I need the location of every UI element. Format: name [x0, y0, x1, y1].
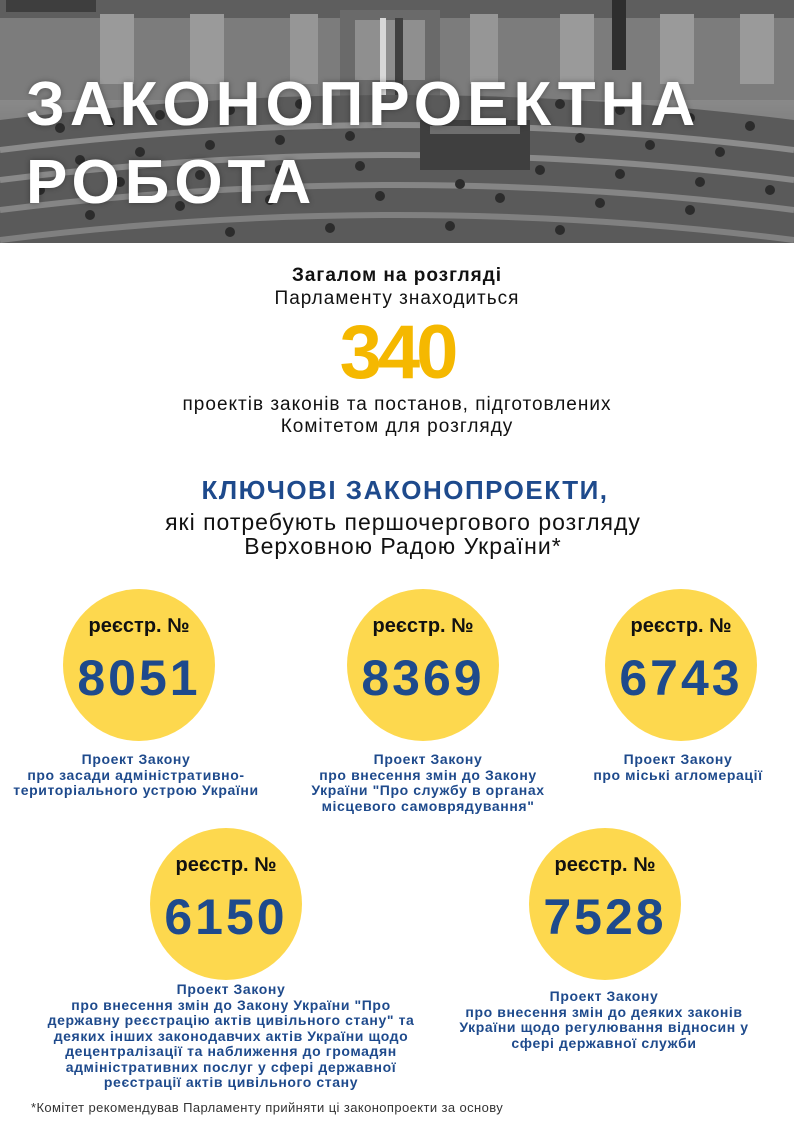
desc-line: реєстрації актів цивільного стану: [103, 1074, 359, 1090]
bill-description-6150: [24, 982, 438, 1091]
bill-badge-6743: [605, 589, 757, 741]
desc-line: деяких інших законодавчих актів України щодо: [53, 1027, 409, 1044]
key-bills-subtitle-2: Верховною Радою України*: [244, 533, 562, 559]
desc-line: Проект Закону: [549, 988, 659, 1004]
desc-line: Проект Закону: [373, 751, 483, 767]
intro-line-3: проектів законів та постанов, підготовлених: [182, 394, 612, 415]
desc-line: про внесення змін до Закону: [319, 766, 537, 783]
desc-line: України "Про службу в органах: [311, 782, 545, 798]
desc-line: Проект Закону: [623, 751, 733, 767]
bill-number: 8051: [77, 650, 201, 706]
intro-line-1: Загалом на розгляді: [291, 265, 503, 286]
desc-line: місцевого самоврядування": [321, 797, 535, 814]
bill-description-7528: [440, 989, 768, 1051]
bill-description-8369: [290, 752, 566, 814]
desc-line: про внесення змін до деяких законів: [465, 1003, 743, 1020]
desc-line: про міські агломерації: [593, 766, 763, 783]
desc-line: сфері державної служби: [511, 1034, 697, 1051]
bills-count: 340: [339, 310, 455, 395]
desc-line: України щодо регулювання відносин у: [459, 1019, 749, 1035]
intro-line-2: Парламенту знаходиться: [274, 288, 520, 309]
hero-banner: [0, 0, 794, 243]
bill-number: 8369: [361, 650, 485, 706]
key-bills-heading: КЛЮЧОВІ ЗАКОНОПРОЕКТИ,: [201, 475, 609, 505]
bill-badge-8051: [63, 589, 215, 741]
bill-badge-6150: [150, 828, 302, 980]
desc-line: децентралізації та наближення до громадян: [65, 1043, 397, 1059]
bill-description-6743: [580, 752, 776, 783]
reg-label: реєстр. №: [554, 854, 656, 876]
bill-number: 6743: [619, 650, 743, 706]
bill-number: 7528: [543, 889, 667, 945]
title-line-2: РОБОТА: [26, 148, 317, 217]
reg-label: реєстр. №: [175, 854, 277, 876]
bill-number: 6150: [164, 889, 288, 945]
key-bills-subtitle-1: які потребують першочергового розгляду: [165, 509, 641, 535]
desc-line: про внесення змін до Закону України "Про: [71, 996, 391, 1013]
bill-badge-8369: [347, 589, 499, 741]
desc-line: Проект Закону: [81, 751, 191, 767]
intro-line-4: Комітетом для розгляду: [280, 416, 514, 437]
desc-line: державну реєстрацію актів цивільного стану" та: [47, 1012, 415, 1028]
reg-label: реєстр. №: [88, 615, 190, 637]
title-line-1: ЗАКОНОПРОЕКТНА: [26, 70, 701, 139]
desc-line: територіального устрою України: [13, 782, 259, 798]
page-title: [26, 66, 700, 222]
reg-label: реєстр. №: [372, 615, 474, 637]
desc-line: про засади адміністративно-: [27, 766, 245, 783]
desc-line: адміністративних послуг у сфері державної: [65, 1058, 397, 1075]
desc-line: Проект Закону: [176, 981, 286, 997]
bill-badge-7528: [529, 828, 681, 980]
footnote: *Комітет рекомендував Парламенту прийняти ці законопроекти за основу: [31, 1100, 504, 1115]
reg-label: реєстр. №: [630, 615, 732, 637]
bill-description-8051: [0, 752, 272, 799]
